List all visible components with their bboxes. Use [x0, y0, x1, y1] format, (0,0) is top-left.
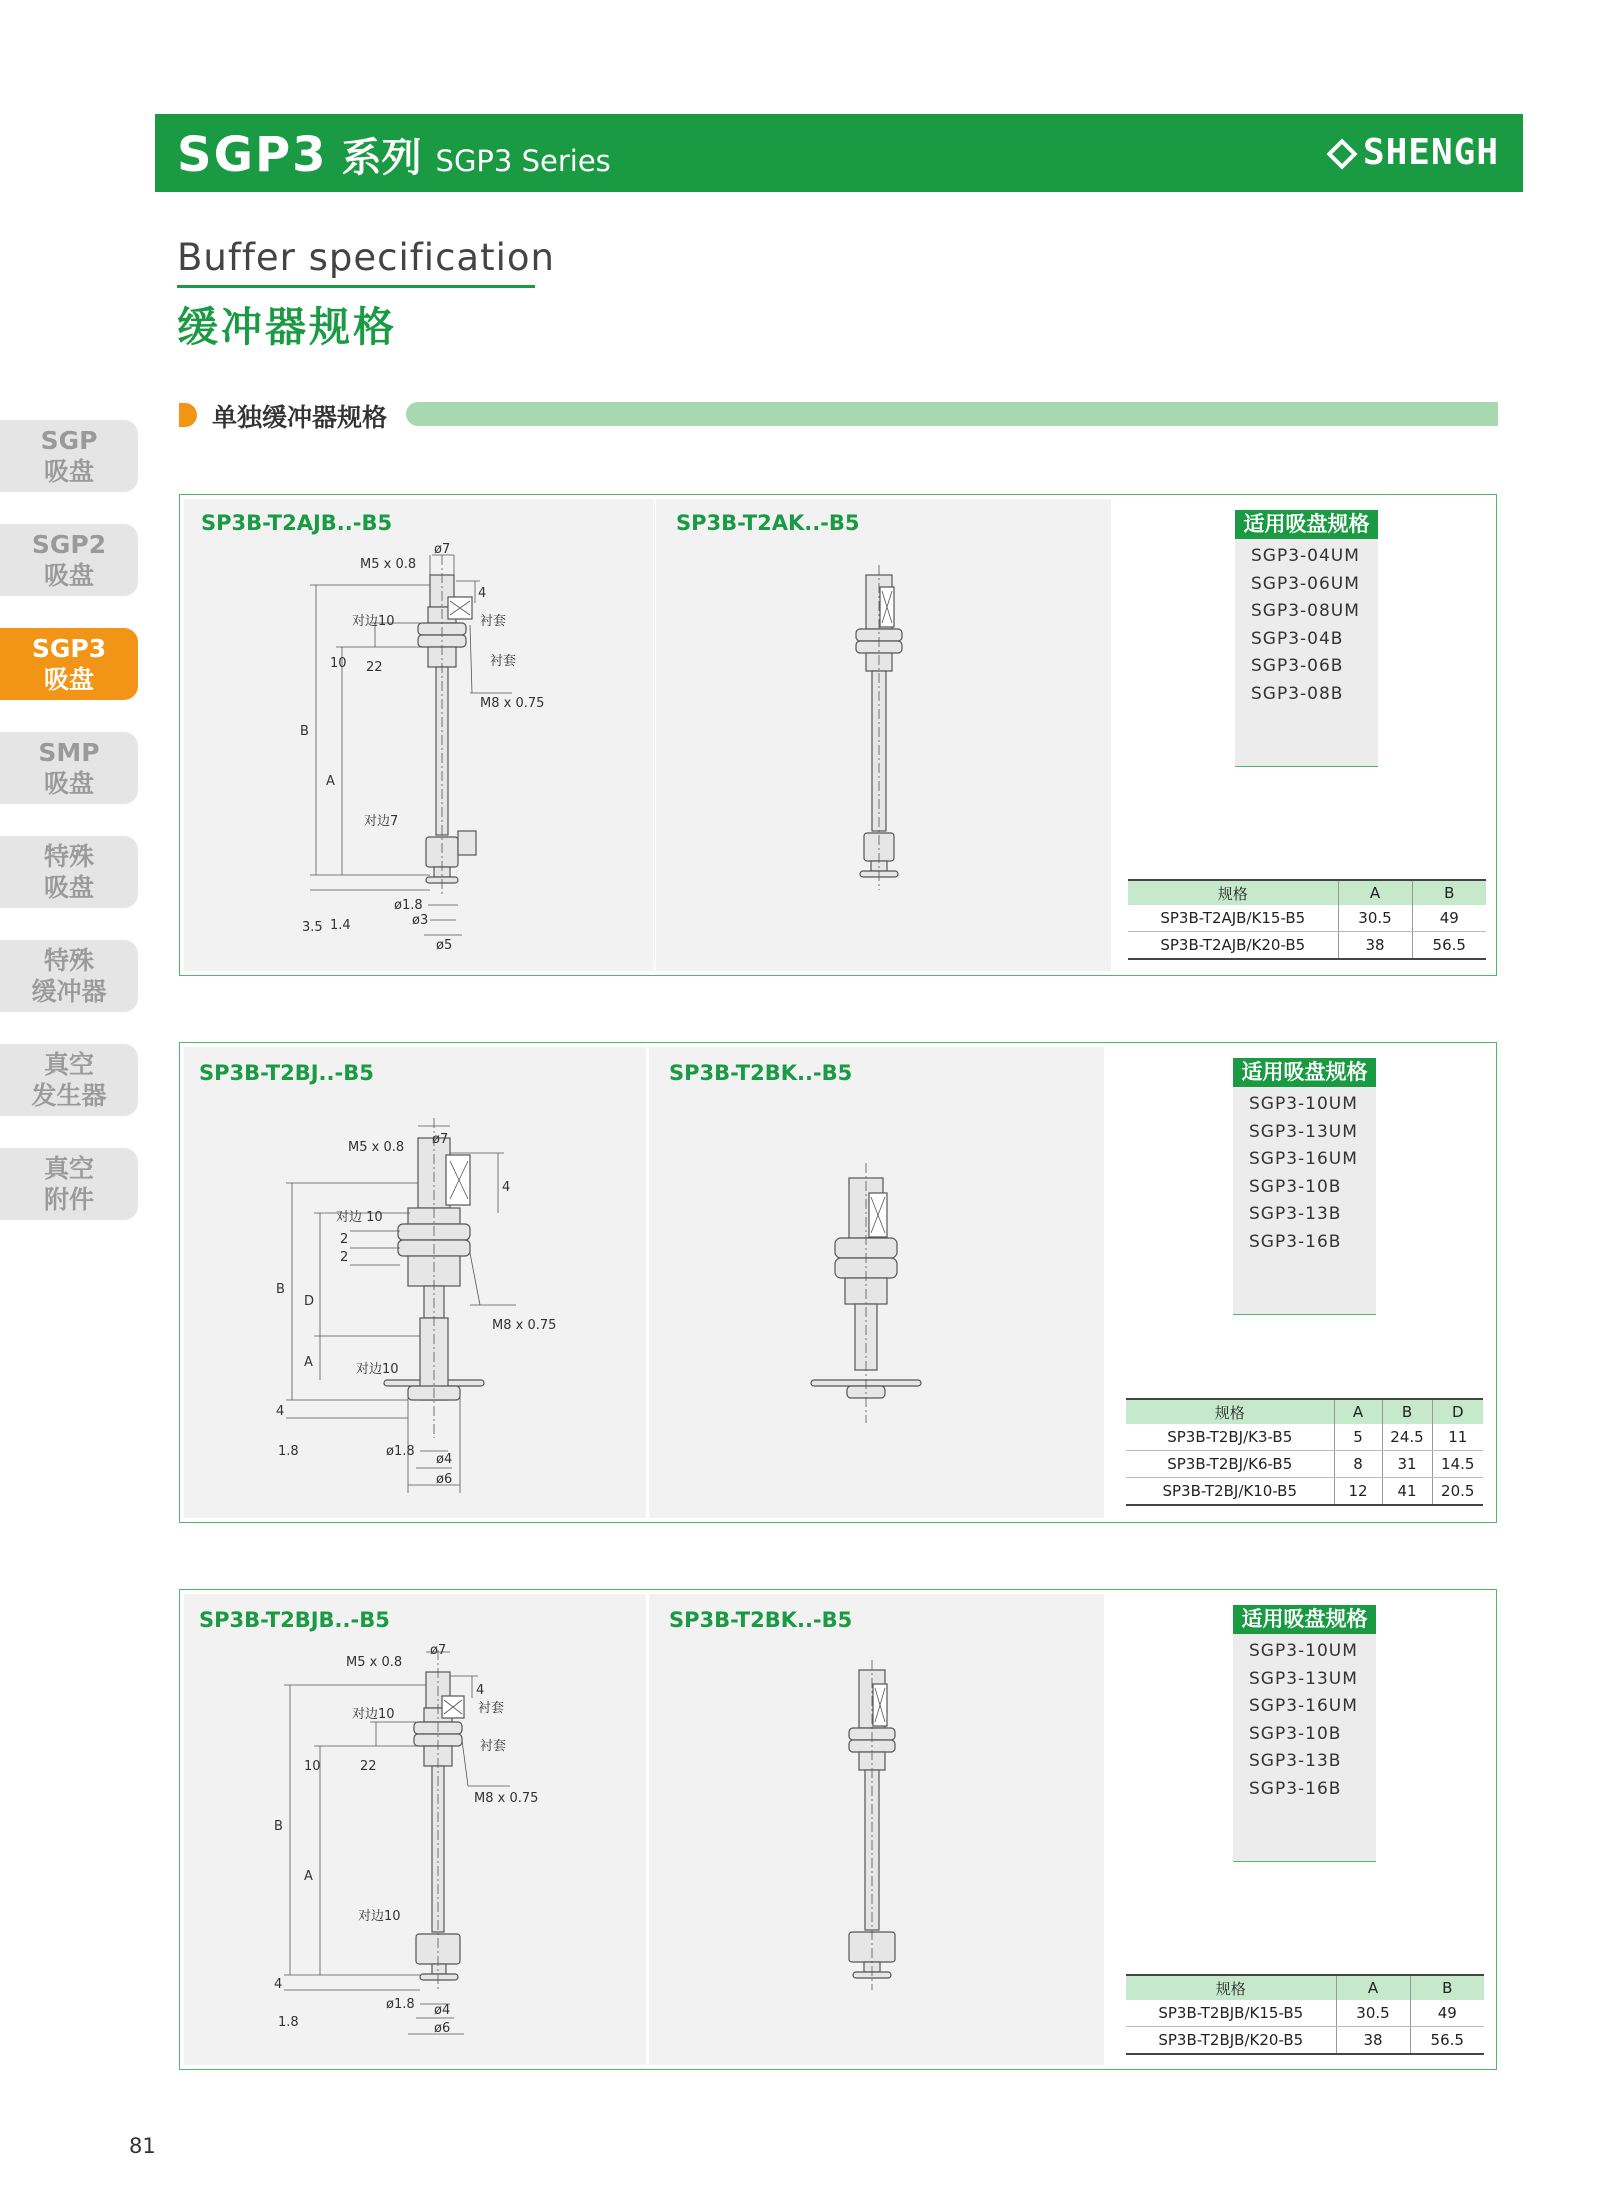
side-tab-line2: 缓冲器	[31, 977, 107, 1006]
buffer-drawing-side	[649, 1043, 1104, 1523]
cup-item: SGP3-06UM	[1251, 573, 1360, 594]
applicable-cups-box	[1235, 510, 1378, 767]
header-title-en: SGP3 Series	[435, 144, 611, 178]
table-cell: 41	[1382, 1478, 1432, 1506]
dim-lining-2: 衬套	[490, 654, 517, 669]
cup-item: SGP3-16UM	[1249, 1149, 1358, 1169]
dim-lining-1: 衬套	[478, 1701, 505, 1716]
dim-dia-1-8: ø1.8	[394, 898, 423, 913]
side-tab-line1: 真空	[43, 1050, 94, 1079]
applicable-cups-list	[1233, 1087, 1376, 1315]
side-tab-line1: SGP3	[31, 634, 107, 663]
col-header: B	[1410, 1975, 1484, 2000]
dim-1-8: 1.8	[278, 1444, 299, 1459]
side-tab-line1: 特殊	[43, 842, 94, 871]
table-cell: 20.5	[1432, 1478, 1483, 1506]
header-bar	[155, 114, 1523, 192]
table-cell: SP3B-T2BJB/K20-B5	[1126, 2027, 1336, 2055]
col-header: 规格	[1126, 1975, 1336, 2000]
buffer-drawing-side	[656, 495, 1111, 975]
dim-1-4: 1.4	[330, 918, 351, 933]
cup-item: SGP3-16B	[1249, 1231, 1342, 1252]
side-tab-smp[interactable]	[0, 732, 138, 804]
dim-hex-10: 对边10	[352, 614, 395, 629]
col-header: A	[1336, 1975, 1410, 2000]
spec-panel-2	[179, 1042, 1497, 1523]
dim-4b: 4	[274, 1977, 283, 1992]
dim-dia-4: ø4	[436, 1452, 453, 1467]
brand-logo	[1331, 132, 1499, 173]
side-tab-line2: 附件	[43, 1185, 94, 1214]
side-tab-line1: SGP	[40, 426, 98, 455]
brand-logo-text: SHENGH	[1362, 132, 1499, 173]
dim-thread-m8: M8 x 0.75	[492, 1318, 557, 1333]
right-drawing-title: SP3B-T2AK..-B5	[676, 511, 860, 535]
page-number: 81	[129, 2134, 156, 2158]
table-cell: 24.5	[1382, 1424, 1432, 1451]
cup-item: SGP3-10B	[1249, 1176, 1342, 1197]
side-tab-line1: SGP2	[31, 530, 107, 559]
dim-A: A	[304, 1869, 313, 1884]
header-title-main: SGP3	[177, 127, 328, 183]
dim-dia-5: ø5	[436, 938, 453, 953]
section-title-cn: 缓冲器规格	[177, 303, 397, 351]
dim-dia-6: ø6	[434, 2021, 451, 2036]
subsection-bar	[406, 402, 1498, 426]
dim-hex-10b: 对边10	[356, 1362, 399, 1377]
dim-4: 4	[476, 1683, 485, 1698]
applicable-cups-list	[1233, 1634, 1376, 1862]
dim-dia-7: ø7	[434, 542, 451, 557]
table-cell: 30.5	[1338, 905, 1412, 932]
cup-item: SGP3-16UM	[1249, 1696, 1358, 1716]
spec-panel-1	[179, 494, 1497, 976]
side-tab-line2: 发生器	[31, 1081, 107, 1110]
spec-panel-3	[179, 1589, 1497, 2070]
col-header: B	[1382, 1399, 1432, 1424]
dim-thread-m5: M5 x 0.8	[346, 1655, 403, 1670]
dim-hex-7: 对边7	[364, 814, 399, 829]
side-tab-line2: 吸盘	[43, 561, 94, 590]
col-header: 规格	[1128, 880, 1338, 905]
cup-item: SGP3-08B	[1251, 683, 1344, 704]
table-row	[1128, 932, 1486, 960]
side-tab-line1: SMP	[38, 738, 100, 767]
cup-item: SGP3-04B	[1251, 628, 1344, 649]
section-title-en: Buffer specification	[177, 236, 555, 279]
dim-B: B	[274, 1819, 283, 1834]
spec-table	[1126, 1398, 1483, 1506]
buffer-drawing-side	[649, 1590, 1104, 2070]
cup-item: SGP3-13UM	[1249, 1668, 1358, 1689]
col-header: D	[1432, 1399, 1483, 1424]
dim-3-5: 3.5	[302, 920, 323, 935]
subsection-title: 单独缓冲器规格	[212, 403, 388, 432]
table-cell: SP3B-T2BJ/K6-B5	[1126, 1451, 1334, 1478]
table-cell: SP3B-T2AJB/K20-B5	[1128, 932, 1338, 960]
table-cell: 8	[1334, 1451, 1382, 1478]
dim-A: A	[304, 1355, 313, 1370]
col-header: A	[1338, 880, 1412, 905]
buffer-drawing-dimensioned	[180, 1590, 646, 2070]
dim-thread-m8: M8 x 0.75	[480, 696, 545, 711]
col-header: 规格	[1126, 1399, 1334, 1424]
side-tab-vacuum-accessory[interactable]	[0, 1148, 138, 1220]
right-drawing-title: SP3B-T2BK..-B5	[669, 1608, 853, 1632]
dim-dia-4: ø4	[434, 2003, 451, 2018]
col-header: B	[1412, 880, 1486, 905]
side-tab-line2: 吸盘	[43, 665, 94, 694]
dim-2a: 2	[340, 1232, 349, 1247]
cup-item: SGP3-08UM	[1251, 601, 1360, 621]
dim-4: 4	[502, 1180, 511, 1195]
side-tab-vacuum-generator[interactable]	[0, 1044, 138, 1116]
table-cell: SP3B-T2AJB/K15-B5	[1128, 905, 1338, 932]
dim-thread-m5: M5 x 0.8	[348, 1140, 405, 1155]
side-tab-line1: 真空	[43, 1154, 94, 1183]
side-tab-special-buffer[interactable]	[0, 940, 138, 1012]
logo-diamond-icon	[1326, 138, 1357, 169]
dim-10: 10	[304, 1759, 321, 1774]
table-row	[1126, 1451, 1483, 1478]
side-tab-line2: 吸盘	[43, 873, 94, 902]
cup-item: SGP3-13B	[1249, 1204, 1342, 1224]
dim-hex-10: 对边10	[352, 1707, 395, 1722]
dim-dia-6: ø6	[436, 1472, 453, 1487]
header-title-cn: 系列	[341, 135, 422, 181]
table-row	[1128, 905, 1486, 932]
cup-item: SGP3-16B	[1249, 1778, 1342, 1799]
dim-hex-10b: 对边10	[358, 1909, 401, 1924]
subsection-marker-icon	[179, 403, 197, 427]
applicable-cups-list	[1235, 539, 1378, 767]
cup-item: SGP3-10UM	[1249, 1094, 1358, 1114]
dim-22: 22	[366, 660, 383, 675]
table-row	[1126, 2000, 1484, 2027]
table-row	[1126, 1478, 1483, 1506]
table-cell: 56.5	[1412, 932, 1486, 960]
table-cell: 12	[1334, 1478, 1382, 1506]
section-underline	[177, 285, 535, 288]
right-drawing-title: SP3B-T2BK..-B5	[669, 1061, 853, 1085]
table-cell: SP3B-T2BJ/K10-B5	[1126, 1478, 1334, 1506]
dim-hex-10: 对边 10	[336, 1210, 383, 1225]
side-tab-sgp3[interactable]	[0, 628, 138, 700]
dim-4b: 4	[276, 1404, 285, 1419]
dim-dia-3: ø3	[412, 913, 429, 928]
table-cell: 5	[1334, 1424, 1382, 1451]
table-row	[1126, 1424, 1483, 1451]
side-tab-special-cup[interactable]	[0, 836, 138, 908]
dim-22: 22	[360, 1759, 377, 1774]
buffer-drawing-dimensioned	[180, 1043, 646, 1523]
table-row	[1126, 2027, 1484, 2055]
dim-2b: 2	[340, 1250, 349, 1265]
side-tab-line2: 吸盘	[43, 457, 94, 486]
buffer-drawing-dimensioned	[180, 495, 650, 975]
side-tab-sgp[interactable]	[0, 420, 138, 492]
dim-4: 4	[478, 586, 487, 601]
dim-A: A	[326, 774, 335, 789]
side-tab-line2: 吸盘	[43, 769, 94, 798]
dim-dia-1-8: ø1.8	[386, 1444, 415, 1459]
dim-lining-2: 衬套	[480, 1739, 507, 1754]
table-cell: 49	[1410, 2000, 1484, 2027]
dim-dia-7: ø7	[432, 1132, 449, 1147]
left-drawing-title: SP3B-T2BJB..-B5	[199, 1608, 390, 1632]
table-cell: 56.5	[1410, 2027, 1484, 2055]
header-title	[177, 126, 611, 183]
dim-1-8: 1.8	[278, 2015, 299, 2030]
col-header: A	[1334, 1399, 1382, 1424]
dim-D: D	[304, 1294, 315, 1309]
table-cell: 49	[1412, 905, 1486, 932]
table-cell: 38	[1338, 932, 1412, 960]
side-tab-line1: 特殊	[43, 946, 94, 975]
table-cell: 38	[1336, 2027, 1410, 2055]
applicable-cups-box	[1233, 1605, 1376, 1862]
cup-item: SGP3-10B	[1249, 1723, 1342, 1744]
table-cell: 31	[1382, 1451, 1432, 1478]
cup-item: SGP3-13UM	[1249, 1121, 1358, 1142]
cup-item: SGP3-10UM	[1249, 1641, 1358, 1661]
left-drawing-title: SP3B-T2AJB..-B5	[201, 511, 393, 535]
applicable-cups-header: 适用吸盘规格	[1233, 1605, 1376, 1634]
cup-item: SGP3-06B	[1251, 656, 1344, 676]
dim-dia-7: ø7	[430, 1643, 447, 1658]
side-tab-sgp2[interactable]	[0, 524, 138, 596]
dim-lining-1: 衬套	[480, 614, 507, 629]
dim-thread-m5: M5 x 0.8	[360, 557, 417, 572]
left-drawing-title: SP3B-T2BJ..-B5	[199, 1061, 374, 1085]
dim-10: 10	[330, 656, 347, 671]
cup-item: SGP3-04UM	[1251, 546, 1360, 566]
spec-table	[1128, 879, 1486, 960]
table-cell: 30.5	[1336, 2000, 1410, 2027]
dim-thread-m8: M8 x 0.75	[474, 1791, 539, 1806]
applicable-cups-header: 适用吸盘规格	[1235, 510, 1378, 539]
dim-dia-1-8: ø1.8	[386, 1997, 415, 2012]
table-cell: SP3B-T2BJB/K15-B5	[1126, 2000, 1336, 2027]
spec-table	[1126, 1974, 1484, 2055]
table-cell: SP3B-T2BJ/K3-B5	[1126, 1424, 1334, 1451]
cup-item: SGP3-13B	[1249, 1751, 1342, 1771]
table-cell: 11	[1432, 1424, 1483, 1451]
dim-B: B	[276, 1282, 285, 1297]
applicable-cups-header: 适用吸盘规格	[1233, 1058, 1376, 1087]
applicable-cups-box	[1233, 1058, 1376, 1315]
table-cell: 14.5	[1432, 1451, 1483, 1478]
dim-B: B	[300, 724, 309, 739]
